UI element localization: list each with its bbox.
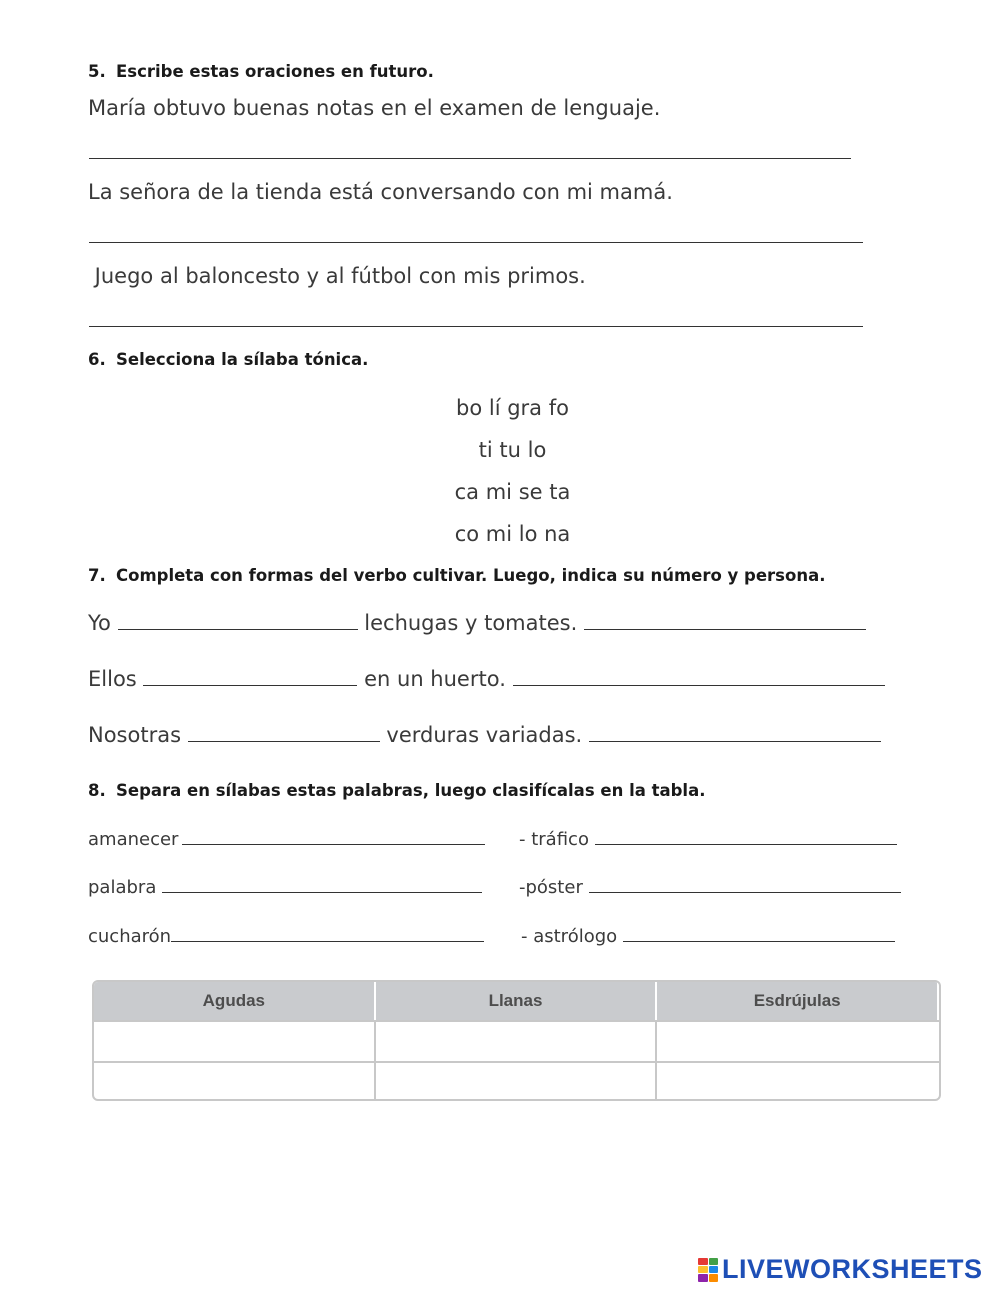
table-cell[interactable] bbox=[657, 1061, 939, 1099]
syllable-word-4[interactable]: co mi lo na bbox=[454, 522, 571, 546]
word-label: cucharón bbox=[88, 926, 172, 947]
question-5-title bbox=[88, 62, 434, 81]
q7-row-3 bbox=[88, 723, 881, 747]
q8-word-trafico bbox=[519, 828, 897, 850]
word-label: - astrólogo bbox=[521, 926, 618, 947]
q7-row-1 bbox=[88, 611, 866, 635]
word-label: - tráfico bbox=[519, 829, 589, 850]
header-esdrujulas: Esdrújulas bbox=[657, 982, 939, 1020]
q5-answer-line-2[interactable] bbox=[89, 242, 863, 243]
syllable-word-2[interactable]: ti tu lo bbox=[478, 438, 547, 462]
table-cell[interactable] bbox=[376, 1061, 658, 1099]
classification-table bbox=[92, 980, 941, 1101]
verb-blank[interactable] bbox=[188, 725, 380, 742]
question-text: Completa con formas del verbo cultivar. Luego, indica su número y persona. bbox=[116, 566, 826, 585]
q8-word-palabra bbox=[88, 876, 482, 898]
table-cell[interactable] bbox=[657, 1020, 939, 1061]
q7-subject: Ellos bbox=[88, 667, 137, 691]
liveworksheets-logo-icon bbox=[698, 1258, 718, 1282]
word-label: palabra bbox=[88, 877, 157, 898]
syllable-blank[interactable] bbox=[182, 828, 485, 845]
q7-rest: en un huerto. bbox=[364, 667, 506, 691]
q7-rest: verduras variadas. bbox=[386, 723, 583, 747]
header-llanas: Llanas bbox=[376, 982, 658, 1020]
q8-word-amanecer bbox=[88, 828, 485, 850]
number-person-blank[interactable] bbox=[589, 725, 881, 742]
q8-word-cucharon bbox=[88, 925, 484, 947]
syllable-blank[interactable] bbox=[589, 876, 901, 893]
liveworksheets-logo[interactable] bbox=[698, 1254, 983, 1285]
syllable-blank[interactable] bbox=[623, 925, 895, 942]
word-label: amanecer bbox=[88, 829, 179, 850]
question-number: 5. bbox=[88, 62, 106, 81]
syllable-word-1[interactable]: bo lí gra fo bbox=[456, 396, 569, 420]
q7-subject: Yo bbox=[88, 611, 111, 635]
syllable-word-3[interactable]: ca mi se ta bbox=[454, 480, 571, 504]
q8-word-poster bbox=[519, 876, 901, 898]
question-text: Selecciona la sílaba tónica. bbox=[116, 350, 369, 369]
question-number: 6. bbox=[88, 350, 106, 369]
question-6-title bbox=[88, 350, 368, 369]
q7-rest: lechugas y tomates. bbox=[364, 611, 578, 635]
number-person-blank[interactable] bbox=[584, 613, 866, 630]
question-8-title bbox=[88, 781, 706, 800]
syllable-blank[interactable] bbox=[595, 828, 897, 845]
syllable-blank[interactable] bbox=[171, 925, 484, 942]
q5-sentence-2: La señora de la tienda está conversando con mi mamá. bbox=[88, 180, 673, 204]
question-text: Escribe estas oraciones en futuro. bbox=[116, 62, 434, 81]
q8-word-astrologo bbox=[521, 925, 895, 947]
table-cell[interactable] bbox=[94, 1061, 376, 1099]
q5-sentence-1: María obtuvo buenas notas en el examen de lenguaje. bbox=[88, 96, 661, 120]
table-cell[interactable] bbox=[376, 1020, 658, 1061]
number-person-blank[interactable] bbox=[513, 669, 885, 686]
table-cell[interactable] bbox=[94, 1020, 376, 1061]
question-number: 8. bbox=[88, 781, 106, 800]
header-agudas: Agudas bbox=[94, 982, 376, 1020]
question-7-title bbox=[88, 566, 826, 585]
syllable-blank[interactable] bbox=[162, 876, 482, 893]
verb-blank[interactable] bbox=[143, 669, 357, 686]
q5-answer-line-1[interactable] bbox=[89, 158, 851, 159]
q5-answer-line-3[interactable] bbox=[89, 326, 863, 327]
brand-name: LIVEWORKSHEETS bbox=[722, 1254, 983, 1284]
q5-sentence-3: Juego al baloncesto y al fútbol con mis primos. bbox=[88, 264, 586, 288]
q7-row-2 bbox=[88, 667, 885, 691]
question-text: Separa en sílabas estas palabras, luego clasifícalas en la tabla. bbox=[116, 781, 706, 800]
verb-blank[interactable] bbox=[118, 613, 358, 630]
q7-subject: Nosotras bbox=[88, 723, 182, 747]
word-label: -póster bbox=[519, 877, 583, 898]
question-number: 7. bbox=[88, 566, 106, 585]
